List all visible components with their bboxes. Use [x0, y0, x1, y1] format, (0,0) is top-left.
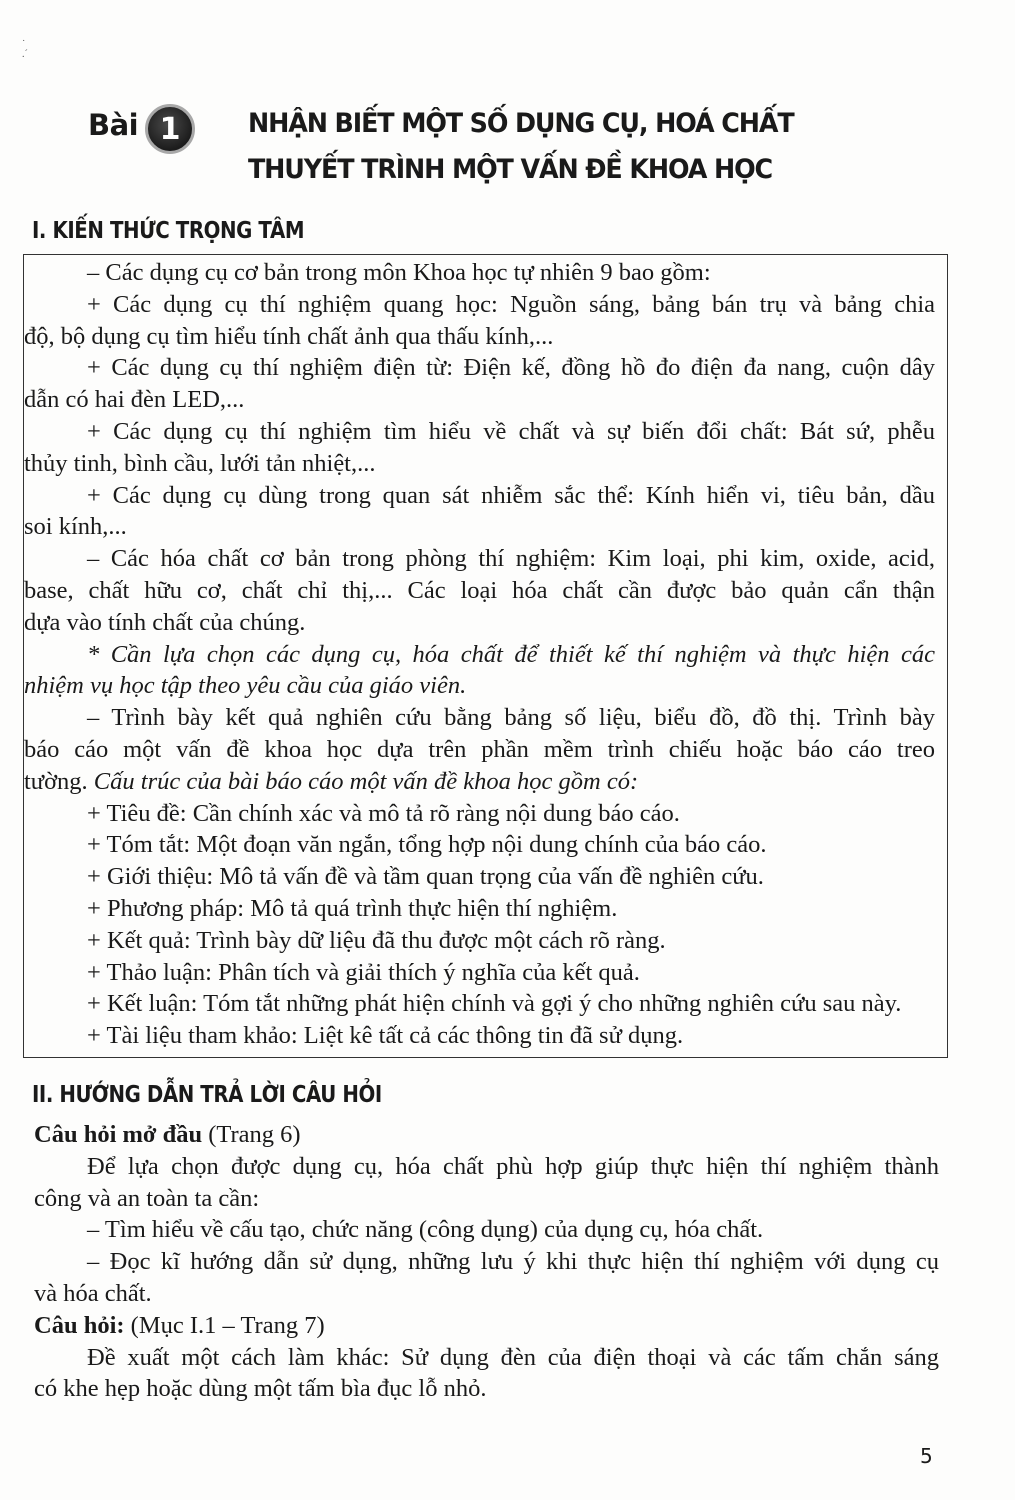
- text-line: + Các dụng cụ dùng trong quan sát nhiễm sắc thể: Kính hiển vi, tiêu bản, dầu: [87, 481, 935, 509]
- text-line: – Đọc kĩ hướng dẫn sử dụng, những lưu ý khi thực hiện thí nghiệm với dụng cụ: [87, 1248, 939, 1276]
- text-line: + Giới thiệu: Mô tả vấn đề và tầm quan trọng của vấn đề nghiên cứu.: [87, 863, 764, 891]
- text-line: thủy tinh, bình cầu, lưới tản nhiệt,...: [24, 449, 376, 477]
- text-line: báo cáo một vấn đề khoa học dựa trên phần mềm trình chiếu hoặc báo cáo treo: [24, 735, 935, 763]
- question-ref: (Mục I.1 – Trang 7): [124, 1311, 325, 1339]
- text-line: + Tóm tắt: Một đoạn văn ngắn, tổng hợp nội dung chính của báo cáo.: [87, 831, 767, 859]
- text-line: soi kính,...: [24, 513, 127, 541]
- knowledge-text: [24, 257, 947, 1052]
- question-heading: [34, 1310, 939, 1342]
- text-line: – Trình bày kết quả nghiên cứu bằng bảng số liệu, biểu đồ, đồ thị. Trình bày: [87, 704, 935, 732]
- text-line: + Các dụng cụ thí nghiệm tìm hiểu về chất và sự biến đổi chất: Bát sứ, phễu: [87, 417, 935, 445]
- question-ref: (Trang 6): [202, 1121, 301, 1148]
- lesson-number-badge: 1: [145, 104, 195, 154]
- answers-text: [34, 1119, 939, 1405]
- text-line: công và an toàn ta cần:: [34, 1184, 260, 1212]
- text-segment: tường.: [24, 767, 88, 795]
- text-line: dẫn có hai đèn LED,...: [24, 386, 245, 414]
- text-line: + Các dụng cụ thí nghiệm điện từ: Điện kế, đồng hồ đo điện đa nang, cuộn dây: [87, 354, 935, 382]
- section1-heading: I. KIẾN THỨC TRỌNG TÂM: [32, 218, 305, 244]
- text-line: + Thảo luận: Phân tích và giải thích ý nghĩa của kết quả.: [87, 958, 640, 986]
- text-line: base, chất hữu cơ, chất chỉ thị,... Các loại hóa chất cần được bảo quản cẩn thận: [24, 576, 935, 604]
- section2-heading: II. HƯỚNG DẪN TRẢ LỜI CÂU HỎI: [32, 1082, 382, 1108]
- lesson-label: Bài: [88, 108, 139, 142]
- text-line: và hóa chất.: [34, 1279, 152, 1307]
- text-line: có khe hẹp hoặc dùng một tấm bìa đục lỗ nhỏ.: [34, 1375, 487, 1403]
- text-line: độ, bộ dụng cụ tìm hiểu tính chất ảnh qua thấu kính,...: [24, 322, 554, 350]
- text-line: + Tiêu đề: Cần chính xác và mô tả rõ ràng nội dung báo cáo.: [87, 799, 680, 827]
- text-line: + Kết luận: Tóm tắt những phát hiện chính và gợi ý cho những nghiên cứu sau này.: [87, 990, 902, 1018]
- text-line: – Các hóa chất cơ bản trong phòng thí nghiệm: Kim loại, phi kim, oxide, acid,: [87, 545, 935, 573]
- text-line: * Cần lựa chọn các dụng cụ, hóa chất để thiết kế thí nghiệm và thực hiện các: [87, 640, 935, 668]
- scan-speck: ˙ .´: [22, 39, 28, 60]
- question-heading: [34, 1119, 939, 1151]
- text-line: dựa vào tính chất của chúng.: [24, 608, 306, 636]
- text-line: Đề xuất một cách làm khác: Sử dụng đèn của điện thoại và các tấm chắn sáng: [87, 1343, 939, 1371]
- question-label: Câu hỏi mở đầu: [34, 1121, 203, 1148]
- key-knowledge-box: [23, 254, 948, 1058]
- lesson-header: [88, 104, 948, 194]
- question-label: Câu hỏi:: [34, 1311, 125, 1339]
- text-line: [24, 766, 935, 798]
- text-line: + Tài liệu tham khảo: Liệt kê tất cả các thông tin đã sử dụng.: [87, 1022, 684, 1050]
- text-line: + Phương pháp: Mô tả quá trình thực hiện thí nghiệm.: [87, 894, 618, 922]
- lesson-title-line1: NHẬN BIẾT MỘT SỐ DỤNG CỤ, HOÁ CHẤT: [248, 108, 794, 139]
- text-line: + Kết quả: Trình bày dữ liệu đã thu được một cách rõ ràng.: [87, 926, 666, 954]
- text-segment-italic: Cấu trúc của bài báo cáo một vấn đề khoa học gồm có:: [87, 767, 639, 795]
- page-number: 5: [920, 1444, 933, 1468]
- text-line: + Các dụng cụ thí nghiệm quang học: Nguồn sáng, bảng bán trụ và bảng chia: [87, 290, 935, 318]
- text-line: – Tìm hiểu về cấu tạo, chức năng (công dụng) của dụng cụ, hóa chất.: [87, 1216, 764, 1244]
- text-line: Để lựa chọn được dụng cụ, hóa chất phù hợp giúp thực hiện thí nghiệm thành: [87, 1152, 939, 1180]
- text-line: – Các dụng cụ cơ bản trong môn Khoa học tự nhiên 9 bao gồm:: [87, 259, 711, 286]
- lesson-title-line2: THUYẾT TRÌNH MỘT VẤN ĐỀ KHOA HỌC: [248, 154, 773, 185]
- text-line: nhiệm vụ học tập theo yêu cầu của giáo viên.: [24, 672, 467, 700]
